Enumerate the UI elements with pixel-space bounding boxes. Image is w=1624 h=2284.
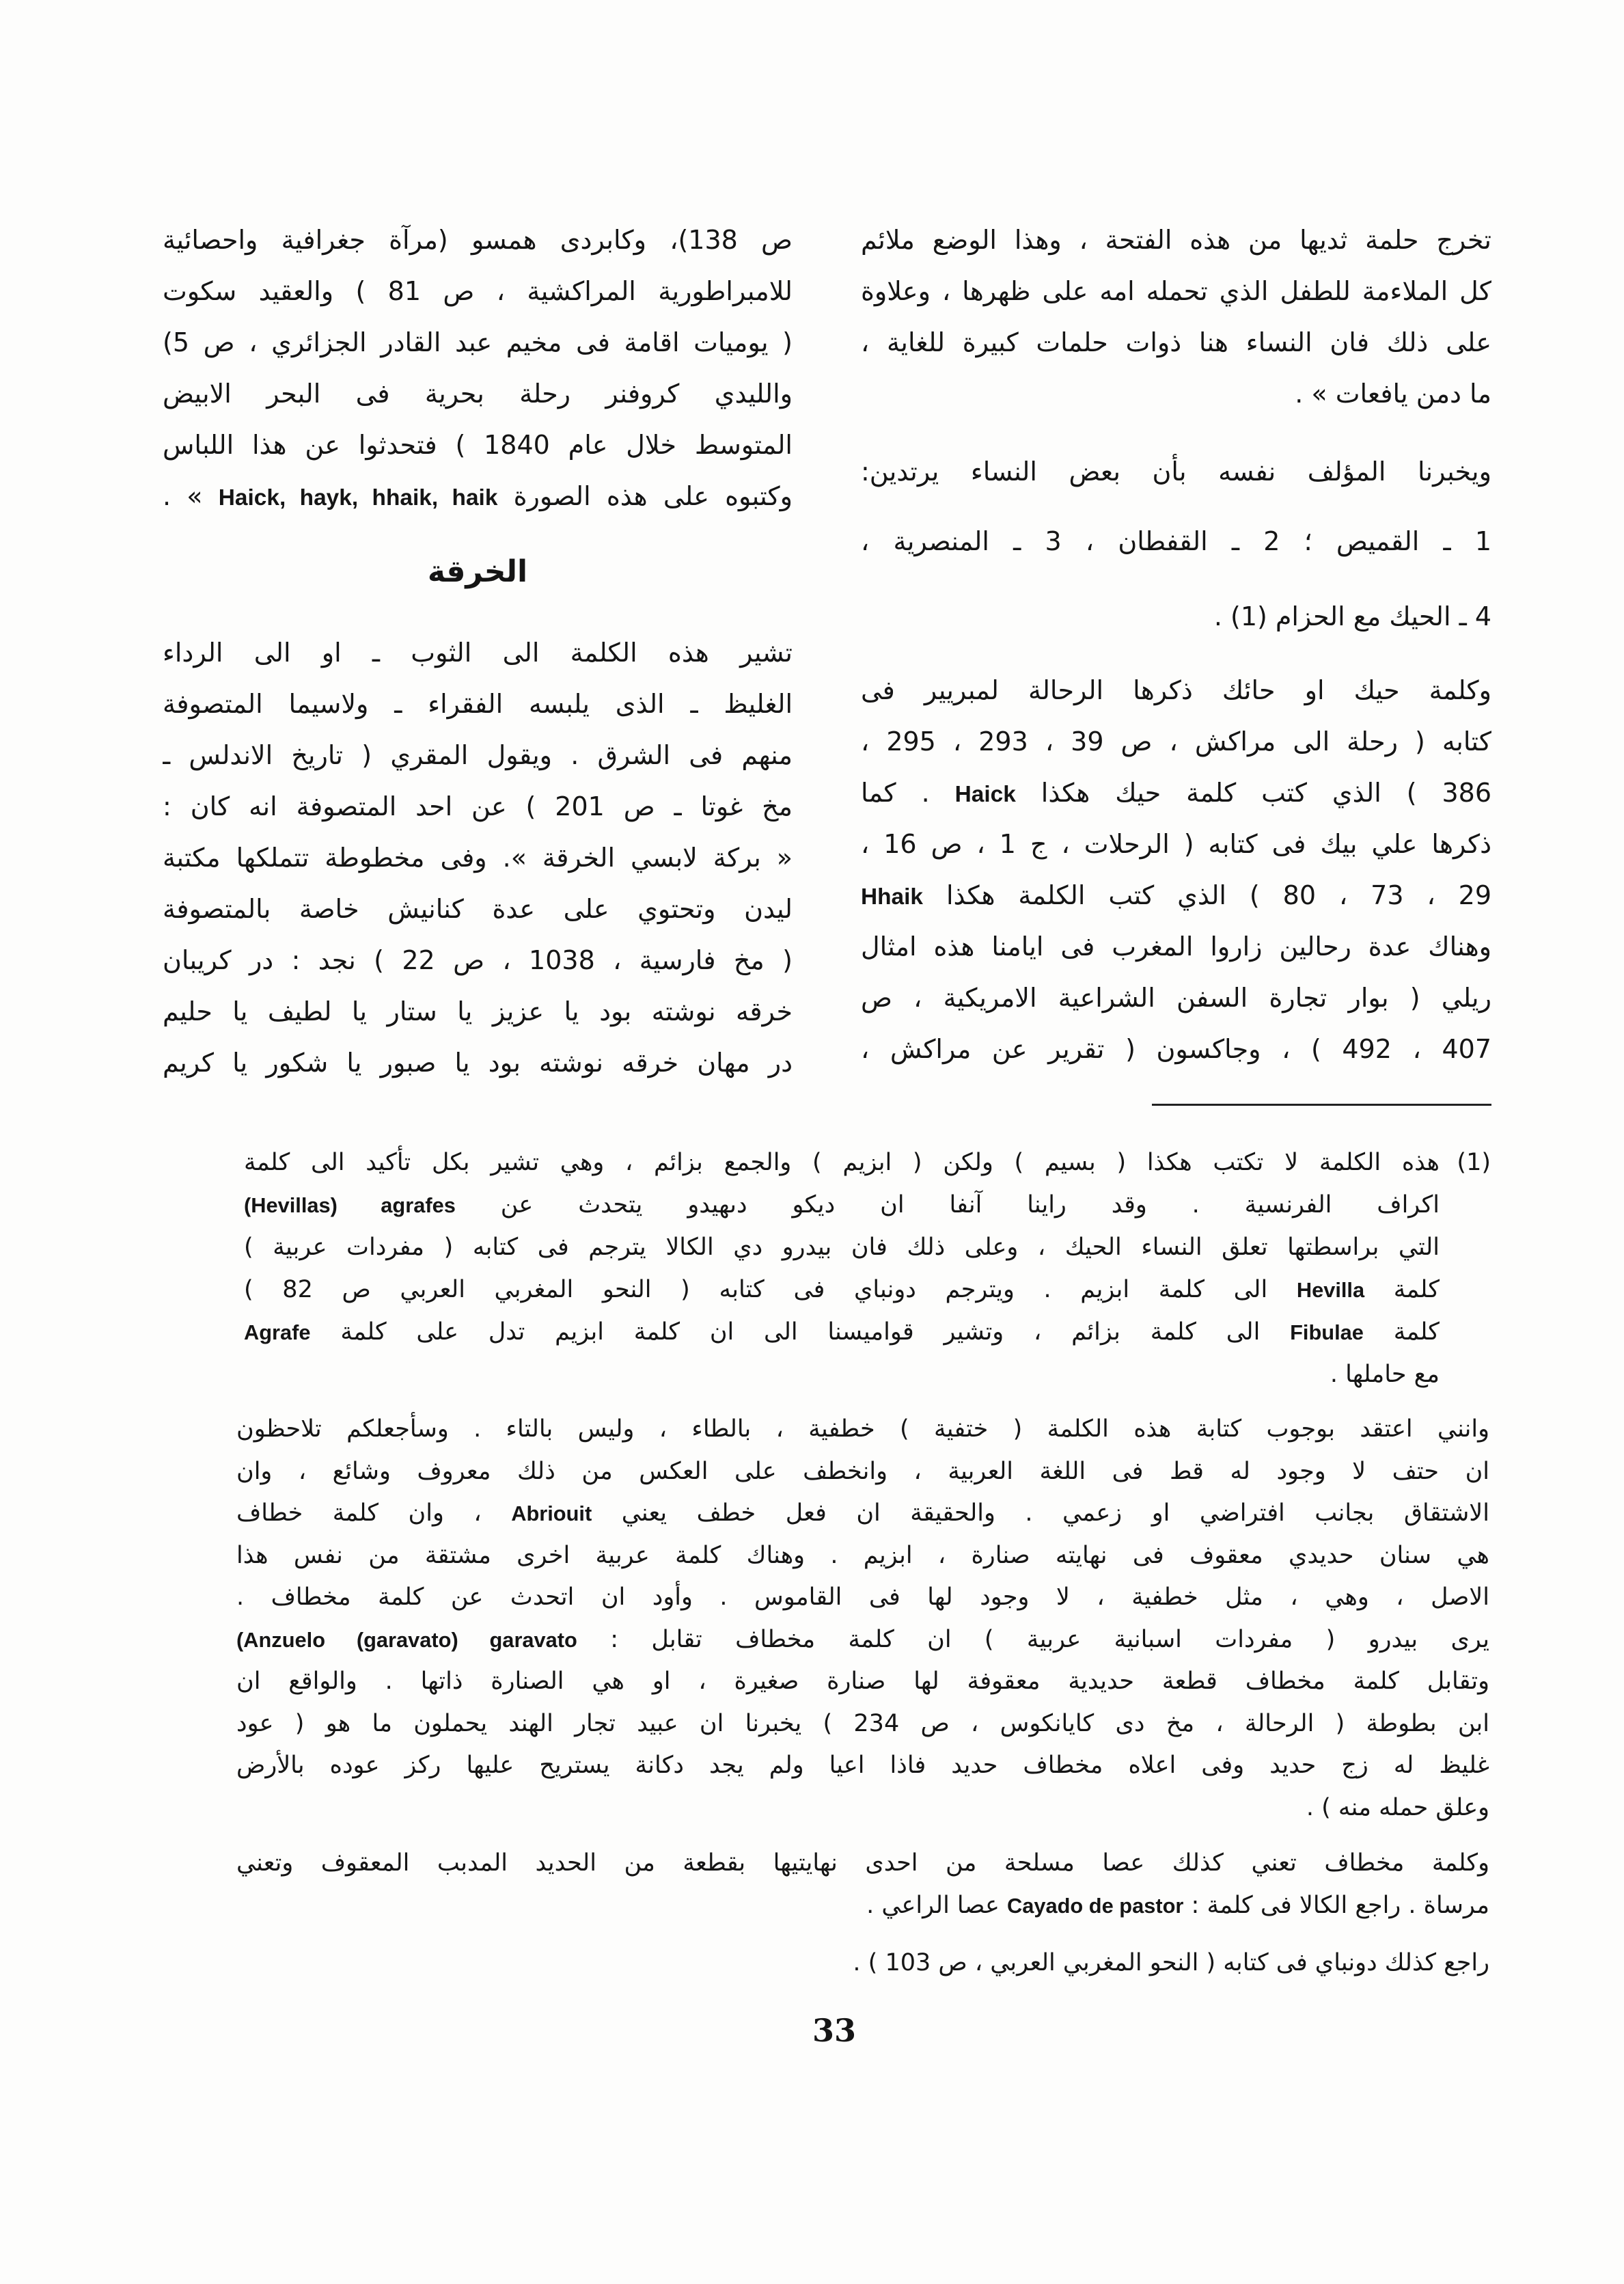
line-text: الاشتقاق بجانب افتراضي او زعمي . والحقيقة ان فعل خطف يعني <box>621 1499 1489 1527</box>
text-line: ما دمن يافعات » . <box>1295 379 1491 409</box>
list-line: 1 ـ القميص ؛ 2 ـ القفطان ، 3 ـ المنصرية ، <box>861 526 1491 556</box>
text-line: در مهان خرقه نوشته بود يا صبور يا شكور يا كريم <box>163 1048 793 1078</box>
line-text: كلمة <box>1393 1276 1440 1303</box>
text-line: وكلمة حيك او حائك ذكرها الرحالة لمبريير فى <box>861 675 1491 705</box>
text-line: على ذلك فان النساء هنا ذوات حلمات كبيرة للغاية ، <box>861 327 1491 357</box>
text-line: 407 ، 492 ) ، وجاكسون ( تقرير عن مراكش ، <box>861 1034 1491 1064</box>
line-text: عصا الراعي . <box>866 1891 1000 1919</box>
text-line <box>163 471 793 522</box>
text-line: كل الملاءمة للطفل الذي تحمله امه على ظهرها ، وعلاوة <box>861 276 1491 306</box>
latin-term: (Hevillas) agrafes <box>244 1193 456 1217</box>
footnote-line <box>236 1619 1489 1661</box>
line-text: ، وان كلمة خطاف <box>236 1499 482 1527</box>
footnote-line <box>236 1885 1489 1927</box>
text-line: ريلي ( بوار تجارة السفن الشراعية الامريكية ، ص <box>861 983 1491 1013</box>
text-line: ليدن وتحتوي على عدة كنانيش خاصة بالمتصوفة <box>163 894 793 924</box>
footnote-line <box>244 1311 1440 1353</box>
footnote-line: ابن بطوطة ( الرحالة ، مخ دى كايانكوس ، ص 234 ) يخبرنا ان عبيد تجار الهند يحملون ما هو ( عود <box>236 1709 1489 1737</box>
line-text: وكتبوه على هذه الصورة <box>513 481 793 511</box>
line-text: مرساة . راجع الكالا فى كلمة : <box>1191 1891 1489 1919</box>
line-text: 29 ، 73 ، 80 ) الذي كتب الكلمة هكذا <box>946 880 1491 910</box>
footnote-paragraph <box>236 1942 1489 1985</box>
text-line: والليدي كروفنر رحلة بحرية فى البحر الابيض <box>163 379 793 409</box>
line-text: كلمة <box>1393 1318 1440 1346</box>
line-text: » . <box>163 481 203 511</box>
line-text: اكراف الفرنسية . وقد راينا آنفا ان ديكو دىهيدو يتحدث عن <box>500 1191 1440 1219</box>
latin-term: Cayado de pastor <box>1006 1893 1184 1918</box>
text-line: للامبراطورية المراكشية ، ص 81 ) والعقيد سكوت <box>163 276 793 306</box>
right-column <box>861 215 1491 1075</box>
latin-term: Fibulae <box>1290 1320 1364 1344</box>
line-text: . كما <box>861 778 930 808</box>
latin-term: Hevilla <box>1296 1278 1365 1302</box>
text-line: ( مخ فارسية ، 1038 ، ص 22 ) نجد : در كريبان <box>163 945 793 975</box>
line-text: 386 ) الذي كتب كلمة حيك هكذا <box>1041 778 1491 808</box>
text-line: ذكرها علي بيك فى كتابه ( الرحلات ، ج 1 ، ص 16 ، <box>861 829 1491 859</box>
text-line: مخ غوتا ـ ص 201 ) عن احد المتصوفة انه كان : <box>163 791 793 821</box>
footnote-line: هذه الكلمة لا تكتب هكذا ( بسيم ) ولكن ( ابزيم ) والجمع بزائم ، وهي تشير بكل تأكيد الى كلمة <box>244 1149 1440 1176</box>
latin-term: Haick <box>954 782 1016 807</box>
text-line: خرقه نوشته بود يا عزيز يا ستار يا لطيف يا حليم <box>163 996 793 1027</box>
footnote-line: هي سنان حديدي معقوف فى نهايته صنارة ، ابزيم . وهناك كلمة عربية اخرى مشتقة من نفس هذا <box>236 1541 1489 1569</box>
footnote-line: وكلمة مخطاف تعني كذلك عصا مسلحة من احدى نهايتيها بقطعة من الحديد المدبب المعقوف وتعني <box>236 1849 1489 1877</box>
text-line: تشير هذه الكلمة الى الثوب ـ او الى الرداء <box>163 638 793 668</box>
footnote-line: وعلق حمله منه ) . <box>1306 1793 1489 1821</box>
footnote-paragraph <box>236 1409 1489 1829</box>
footnote-line: ان حتف لا وجود له قط فى اللغة العربية ، وانخطف على العكس من ذلك معروف وشائع ، وان <box>236 1457 1489 1485</box>
text-line: منهم فى الشرق . ويقول المقري ( تاريخ الاندلس ـ <box>163 740 793 770</box>
footnote-line <box>244 1268 1440 1311</box>
footnote-line <box>244 1184 1440 1226</box>
text-line <box>861 870 1491 921</box>
line-text: الى كلمة بزائم ، وتشير قواميسنا الى ان كلمة ابزيم تدل على كلمة <box>340 1318 1261 1346</box>
footnote-line: وتقابل كلمة مخطاف قطعة حديدية معقوفة لها صنارة صغيرة ، او هي الصنارة ذاتها . والواقع ان <box>236 1668 1489 1695</box>
section-heading: الخرقة <box>427 554 528 589</box>
text-line: الغليظ ـ الذى يلبسه الفقراء ـ ولاسيما المتصوفة <box>163 689 793 719</box>
footnote-line: غليظ له زج حديد وفى اعلاه مخطاف حديد فاذا اعيا ولم يجد دكانة يستريح عليها ركز عوده بالأرض <box>236 1752 1489 1779</box>
text-line: « بركة لابسي الخرقة ». وفى مخطوطة تتملكها مكتبة <box>163 843 793 873</box>
footnote-marker: (1) <box>1457 1149 1491 1176</box>
latin-term: Hhaik <box>861 884 924 910</box>
text-line: المتوسط خلال عام 1840 ) فتحدثوا عن هذا اللباس <box>163 430 793 460</box>
footnote-line: وانني اعتقد بوجوب كتابة هذه الكلمة ( ختفية ) خطفية ، بالطاء ، وليس بالتاء . وسأجعلكم تلاحظون <box>236 1415 1489 1443</box>
latin-term: Haick, hayk, hhaik, haik <box>218 485 498 511</box>
footnote-line: راجع كذلك دونباي فى كتابه ( النحو المغربي العربي ، ص 103 ) . <box>853 1949 1489 1976</box>
text-line: ( يوميات اقامة فى مخيم عبد القادر الجزائري ، ص 5) <box>163 327 793 357</box>
list-line: 4 ـ الحيك مع الحزام (1) . <box>1213 601 1491 631</box>
latin-term: (Anzuelo (garavato) garavato <box>236 1627 577 1652</box>
latin-term: Abriouit <box>511 1501 592 1525</box>
text-line: ويخبرنا المؤلف نفسه بأن بعض النساء يرتدين: <box>861 457 1491 487</box>
footnote-block <box>244 1141 1440 1396</box>
text-line: تخرج حلمة ثديها من هذه الفتحة ، وهذا الوضع ملائم <box>861 225 1491 255</box>
text-line <box>861 767 1491 819</box>
footnote-line: مع حاملها . <box>1330 1361 1440 1388</box>
footnote-separator <box>1152 1104 1491 1106</box>
footnote-line: الاصل ، وهي ، مثل خطفية ، لا وجود لها فى القاموس . وأود ان اتحدث عن كلمة مخطاف . <box>236 1583 1489 1611</box>
footnote-line <box>236 1493 1489 1535</box>
latin-term: Agrafe <box>244 1320 311 1344</box>
footnote-paragraph <box>236 1843 1489 1927</box>
left-column <box>163 215 793 1089</box>
text-line: وهناك عدة رحالين زاروا المغرب فى ايامنا هذه امثال <box>861 932 1491 962</box>
line-text: يرى بيدرو ( مفردات اسبانية عربية ) ان كلمة مخطاف تقابل : <box>610 1625 1489 1653</box>
page-number: 33 <box>812 2012 856 2049</box>
footnote-line: التي براسطتها تعلق النساء الحيك ، وعلى ذلك فان بيدرو دي الكالا يترجم فى كتابه ( مفردات عربية ) <box>244 1234 1440 1261</box>
text-line: ص 138)، وكابردى همسو (مرآة جغرافية واحصائية <box>163 225 793 255</box>
line-text: الى كلمة ابزيم . ويترجم دونباي فى كتابه ( النحو المغربي العربي ص 82 ) <box>244 1276 1268 1303</box>
text-line: كتابه ( رحلة الى مراكش ، ص 39 ، 293 ، 295 ، <box>861 726 1491 757</box>
